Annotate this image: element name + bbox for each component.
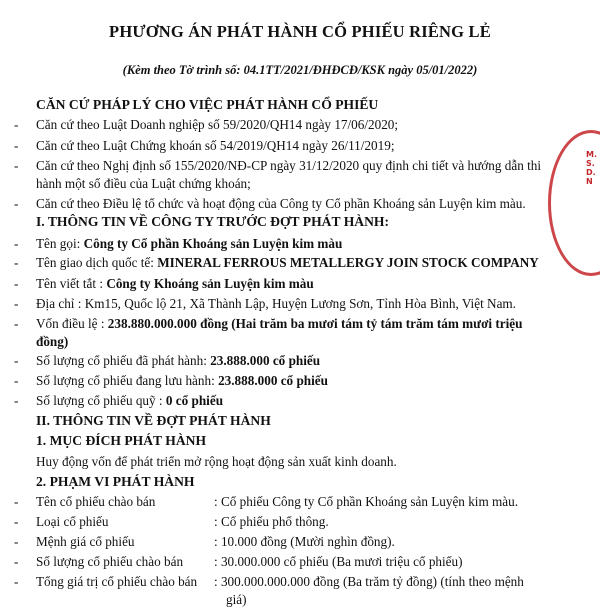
seal-text: M.S.D.N bbox=[586, 150, 597, 186]
document-title: PHƯƠNG ÁN PHÁT HÀNH CỔ PHIẾU RIÊNG LẺ bbox=[109, 22, 491, 41]
document-page: PHƯƠNG ÁN PHÁT HÀNH CỔ PHIẾU RIÊNG LẺ (Kèm theo Tờ trình số: 04.1TT/2021/ĐHĐCĐ/KSK ngày 05/01/2022) CĂN CỨ PHÁP LÝ CHO VIỆC PHÁT HÀNH CỔ PHIẾU - Căn cứ theo Luật Doanh nghiệp số 59/2020/QH14 ngày 17/06/2020; - Căn cứ theo Luật Chứng khoán số 54/2019/QH14 ngày 26/11/2019; - Căn cứ theo Nghị định số 155/2020/NĐ-CP ngày 31/12/2020 quy định chi tiết và hướng dẫn thi hành một số điều của Luật chứng khoán; - Căn cứ theo Điều lệ tổ chức và hoạt động của Công ty Cổ phần Khoáng sản Luyện kim màu. I. THÔNG TIN VỀ CÔNG TY TRƯỚC ĐỢT PHÁT HÀNH: - Tên gọi: Công ty Cổ phần Khoáng sản Luyện kim màu - Tên giao dịch quốc tế: MINERAL FERROUS METALLERGY JOIN STOCK COMPANY - Tên viết tắt : Công ty Khoáng sản Luyện kim màu - Địa chỉ : Km15, Quốc lộ 21, Xã Thành Lập, Huyện Lương Sơn, Tỉnh Hòa Bình, Việt Nam. - Vốn điều lệ : 238.880.000.000 đồng (Hai trăm ba mươi tám tỷ tám trăm tám mươi triệu đồng) - Số lượng cổ phiếu đã phát hành: 23.888.000 cổ phiếu - Số lượng cổ phiếu đang lưu hành: 23.888.000 cổ phiếu - Số lượng cổ phiếu quỹ : 0 cổ phiếu II. THÔNG TIN VỀ ĐỢT PHÁT HÀNH 1. MỤC ĐÍCH PHÁT HÀNH Huy động vốn để phát triển mở rộng hoạt động sản xuất kinh doanh. 2. PHẠM VI PHÁT HÀNH - Tên cổ phiếu chào bán : Cổ phiếu Công ty Cổ phần Khoáng sản Luyện kim màu. - Loại cổ phiếu : Cổ phiếu phổ thông. - Mệnh giá cổ phiếu : 10.000 đồng (Mười nghìn đồng). - Số lượng cổ phiếu chào bán : 30.000.000 cổ phiếu (Ba mươi triệu cổ phiếu) - Tổng giá trị cổ phiếu chào bán : 300.000.000.000 đồng (Ba trăm tỷ đồng) (tính theo mệnh giá) M.S.D.N bbox=[0, 0, 600, 600]
purpose-text: Huy động vốn để phát triển mở rộng hoạt động sản xuất kinh doanh. bbox=[36, 454, 397, 469]
company-heading: I. THÔNG TIN VỀ CÔNG TY TRƯỚC ĐỢT PHÁT HÀNH: bbox=[36, 214, 389, 229]
legal-heading: CĂN CỨ PHÁP LÝ CHO VIỆC PHÁT HÀNH CỔ PHIẾU bbox=[36, 97, 379, 112]
scope-row-cont: giá) bbox=[226, 592, 247, 607]
company-capital-cont: đồng) bbox=[36, 334, 69, 349]
purpose-heading: 1. MỤC ĐÍCH PHÁT HÀNH bbox=[36, 433, 207, 448]
bullet-dash: - bbox=[14, 117, 19, 132]
issuance-heading: II. THÔNG TIN VỀ ĐỢT PHÁT HÀNH bbox=[36, 413, 271, 428]
bullet-dash: - bbox=[14, 196, 19, 211]
bullet-dash: - bbox=[14, 158, 19, 173]
document-subtitle: (Kèm theo Tờ trình số: 04.1TT/2021/ĐHĐCĐ/KSK ngày 05/01/2022) bbox=[122, 63, 478, 77]
bullet-dash: - bbox=[14, 138, 19, 153]
legal-item-3-cont: hành một số điều của Luật chứng khoán; bbox=[36, 176, 251, 191]
scope-heading: 2. PHẠM VI PHÁT HÀNH bbox=[36, 474, 195, 489]
